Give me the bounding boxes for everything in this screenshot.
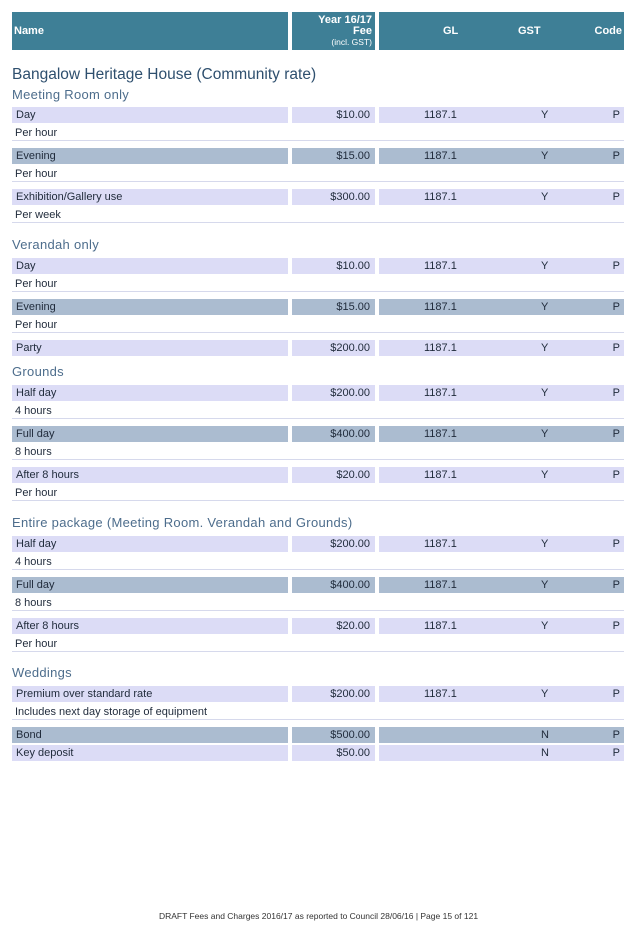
row-codes	[379, 340, 624, 356]
row-fee: $300.00	[292, 189, 375, 205]
header-fee-line2: Fee	[353, 25, 372, 37]
row-note: 4 hours	[12, 554, 624, 570]
table-row	[12, 340, 624, 356]
row-name: After 8 hours	[12, 467, 288, 483]
header-gst: GST	[518, 25, 541, 37]
table-row	[12, 385, 624, 401]
header-name: Name	[14, 25, 44, 37]
row-note: Includes next day storage of equipment	[12, 704, 624, 720]
row-gst: Y	[541, 150, 549, 162]
row-name: Day	[12, 107, 288, 123]
row-name: Full day	[12, 577, 288, 593]
section-heading: Meeting Room only	[12, 87, 130, 102]
row-codes	[379, 618, 624, 634]
row-codes	[379, 686, 624, 702]
table-row	[12, 258, 624, 274]
row-name: Evening	[12, 299, 288, 315]
row-name: Premium over standard rate	[12, 686, 288, 702]
header-codes-cell	[379, 12, 624, 50]
header-fee-incl-gst: (incl. GST)	[331, 37, 372, 47]
table-row	[12, 618, 624, 634]
row-code: P	[612, 538, 620, 550]
section-heading: Weddings	[12, 665, 72, 680]
row-fee: $400.00	[292, 426, 375, 442]
row-codes	[379, 148, 624, 164]
row-code: P	[612, 729, 620, 741]
header-fee-line1: Year 16/17	[318, 14, 372, 26]
row-gl: 1187.1	[424, 538, 457, 550]
row-fee: $20.00	[292, 618, 375, 634]
row-gst: Y	[541, 428, 549, 440]
row-gst: Y	[541, 260, 549, 272]
row-gst: Y	[541, 579, 549, 591]
row-fee: $10.00	[292, 258, 375, 274]
table-row	[12, 426, 624, 442]
section-heading: Entire package (Meeting Room. Verandah and Grounds)	[12, 515, 353, 530]
page-footer: DRAFT Fees and Charges 2016/17 as reported to Council 28/06/16 | Page 15 of 121	[158, 911, 479, 921]
row-gl: 1187.1	[424, 150, 457, 162]
header-code: Code	[594, 25, 622, 37]
row-code: P	[612, 301, 620, 313]
row-note: Per hour	[12, 276, 624, 292]
row-codes	[379, 467, 624, 483]
row-note: 4 hours	[12, 403, 624, 419]
row-gl: 1187.1	[424, 469, 457, 481]
row-name: Half day	[12, 385, 288, 401]
row-gst: Y	[541, 191, 549, 203]
row-name: Exhibition/Gallery use	[12, 189, 288, 205]
row-gl: 1187.1	[424, 688, 457, 700]
row-fee: $15.00	[292, 148, 375, 164]
row-gst: Y	[541, 301, 549, 313]
table-row	[12, 148, 624, 164]
row-name: Evening	[12, 148, 288, 164]
row-name: Half day	[12, 536, 288, 552]
section-heading: Grounds	[12, 364, 64, 379]
row-code: P	[612, 109, 620, 121]
row-codes	[379, 745, 624, 761]
row-fee: $200.00	[292, 686, 375, 702]
row-name: Day	[12, 258, 288, 274]
row-code: P	[612, 688, 620, 700]
header-name-cell	[12, 12, 288, 50]
row-fee: $20.00	[292, 467, 375, 483]
row-note: Per hour	[12, 166, 624, 182]
table-header	[12, 12, 624, 50]
page-title: Bangalow Heritage House (Community rate)	[12, 66, 317, 83]
row-gl: 1187.1	[424, 109, 457, 121]
row-note: 8 hours	[12, 595, 624, 611]
row-fee: $200.00	[292, 536, 375, 552]
row-codes	[379, 107, 624, 123]
header-fee-cell	[292, 12, 375, 50]
row-name: Full day	[12, 426, 288, 442]
row-fee: $15.00	[292, 299, 375, 315]
row-name: Party	[12, 340, 288, 356]
row-code: P	[612, 579, 620, 591]
header-gl: GL	[443, 25, 459, 37]
row-codes	[379, 536, 624, 552]
table-row	[12, 467, 624, 483]
row-code: P	[612, 387, 620, 399]
row-gst: Y	[541, 109, 549, 121]
row-gst: Y	[541, 342, 549, 354]
row-note: Per hour	[12, 636, 624, 652]
row-code: P	[612, 747, 620, 759]
table-row	[12, 686, 624, 702]
row-gst: Y	[541, 469, 549, 481]
header-fee-year	[318, 15, 372, 37]
row-codes	[379, 299, 624, 315]
row-code: P	[612, 620, 620, 632]
table-row	[12, 536, 624, 552]
row-code: P	[612, 260, 620, 272]
row-gst: N	[541, 729, 549, 741]
row-fee: $50.00	[292, 745, 375, 761]
table-row	[12, 107, 624, 123]
row-fee: $200.00	[292, 385, 375, 401]
table-row	[12, 727, 624, 743]
row-note: Per week	[12, 207, 624, 223]
row-gst: N	[541, 747, 549, 759]
row-fee: $500.00	[292, 727, 375, 743]
row-gl: 1187.1	[424, 620, 457, 632]
row-codes	[379, 426, 624, 442]
row-name: After 8 hours	[12, 618, 288, 634]
table-row	[12, 745, 624, 761]
row-code: P	[612, 191, 620, 203]
row-codes	[379, 258, 624, 274]
row-note: Per hour	[12, 317, 624, 333]
row-fee: $200.00	[292, 340, 375, 356]
row-name: Key deposit	[12, 745, 288, 761]
row-gst: Y	[541, 538, 549, 550]
row-note: 8 hours	[12, 444, 624, 460]
row-gst: Y	[541, 387, 549, 399]
row-code: P	[612, 150, 620, 162]
table-row	[12, 577, 624, 593]
row-codes	[379, 189, 624, 205]
row-gl: 1187.1	[424, 342, 457, 354]
row-gl: 1187.1	[424, 579, 457, 591]
row-code: P	[612, 428, 620, 440]
row-gl: 1187.1	[424, 428, 457, 440]
row-fee: $10.00	[292, 107, 375, 123]
row-note: Per hour	[12, 485, 624, 501]
row-note: Per hour	[12, 125, 624, 141]
row-codes	[379, 385, 624, 401]
row-gl: 1187.1	[424, 301, 457, 313]
row-gl: 1187.1	[424, 260, 457, 272]
row-fee: $400.00	[292, 577, 375, 593]
section-heading: Verandah only	[12, 237, 100, 252]
row-gst: Y	[541, 688, 549, 700]
row-codes	[379, 727, 624, 743]
row-gl: 1187.1	[424, 191, 457, 203]
row-gl: 1187.1	[424, 387, 457, 399]
row-gst: Y	[541, 620, 549, 632]
row-name: Bond	[12, 727, 288, 743]
row-code: P	[612, 342, 620, 354]
row-code: P	[612, 469, 620, 481]
row-codes	[379, 577, 624, 593]
table-row	[12, 299, 624, 315]
table-row	[12, 189, 624, 205]
